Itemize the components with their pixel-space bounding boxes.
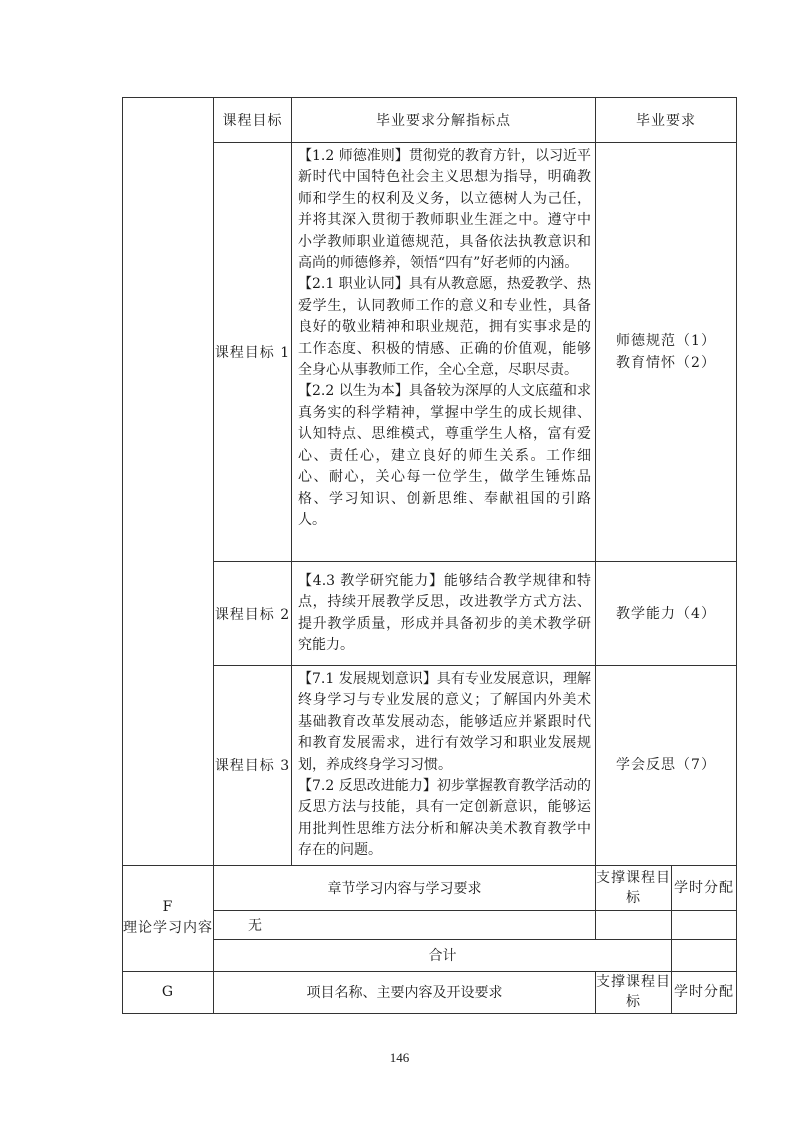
indicator-text: 【2.2 以生为本】具备较为深厚的人文底蕴和求真务实的科学精神，掌握中学生的成长规律、认知特点、思维模式，尊重学生人格，富有爱心、责任心，建立良好的师生关系。工作细心、耐心，关心每一位学生，做学生锤炼品格、学习知识、创新思维、奉献祖国的引路人。 <box>298 383 591 528</box>
section-g-support-header: 支撑课程目标 <box>596 971 672 1013</box>
header-indicator: 毕业要求分解指标点 <box>292 98 596 143</box>
requirement-cell-2 <box>596 562 737 666</box>
blank-left-cell <box>123 98 214 866</box>
section-f-content-header: 章节学习内容与学习要求 <box>214 865 596 910</box>
section-f-content-row <box>123 910 737 939</box>
section-g-content-header: 项目名称、主要内容及开设要求 <box>214 971 596 1013</box>
indicator-text: 【4.3 教学研究能力】能够结合教学规律和特点，持续开展教学反思，改进教学方式方法、提升教学质量，形成并具备初步的美术教学研究能力。 <box>298 572 591 653</box>
indicator-cell-1 <box>292 143 596 562</box>
page-number: 146 <box>389 1050 410 1065</box>
requirement-text: 教育情怀（2） <box>616 355 716 371</box>
section-f-name: 理论学习内容 <box>123 920 213 937</box>
table-row <box>123 562 737 666</box>
section-f-hours-header: 学时分配 <box>672 865 737 910</box>
section-f-hours-value <box>672 910 737 939</box>
goal-label-2: 课程目标 2 <box>214 562 292 666</box>
requirement-text: 学会反思（7） <box>616 757 716 774</box>
indicator-cell-3 <box>292 666 596 866</box>
table-header-row <box>123 98 737 143</box>
indicator-text: 【2.1 职业认同】具有从教意愿，热爱教学、热爱学生，认同教师工作的意义和专业性，具备良好的敬业精神和职业规范，拥有实事求是的工作态度、积极的情感、正确的价值观，能够全身心从事教师工作，全心全意，尽职尽责。 <box>298 276 591 379</box>
section-f-total-row <box>123 939 737 971</box>
indicator-cell-2 <box>292 562 596 666</box>
indicator-text: 【7.1 发展规划意识】具有专业发展意识，理解终身学习与专业发展的意义；了解国内外美术基础教育改革发展动态，能够适应并紧跟时代和教育发展需求，进行有效学习和职业发展规划，养成终身学习习惯。 <box>298 671 591 773</box>
header-goal: 课程目标 <box>214 98 292 143</box>
section-f-header-row <box>123 865 737 910</box>
section-f-support-header: 支撑课程目标 <box>596 865 672 910</box>
header-requirement: 毕业要求 <box>596 98 737 143</box>
section-f-total-label: 合计 <box>214 939 672 971</box>
section-f-support-value <box>596 910 672 939</box>
goal-label-1: 课程目标 1 <box>214 143 292 562</box>
course-objectives-table <box>122 97 737 1014</box>
requirement-cell-3 <box>596 666 737 866</box>
requirement-cell-1 <box>596 143 737 562</box>
section-f-content-value: 无 <box>214 910 596 939</box>
section-f-label <box>123 865 214 971</box>
section-g-letter: G <box>123 971 214 1013</box>
section-g-hours-header: 学时分配 <box>672 971 737 1013</box>
table-row <box>123 143 737 562</box>
section-f-letter: F <box>162 899 174 916</box>
section-g-header-row <box>123 971 737 1013</box>
section-f-total-value <box>672 939 737 971</box>
goal-label-3: 课程目标 3 <box>214 666 292 866</box>
requirement-text: 师德规范（1） <box>616 333 716 349</box>
indicator-text: 【7.2 反思改进能力】初步掌握教育教学活动的反思方法与技能，具有一定创新意识，能够运用批判性思维方法分析和解决美术教育教学中存在的问题。 <box>298 778 591 859</box>
indicator-text: 【1.2 师德准则】贯彻党的教育方针，以习近平新时代中国特色社会主义思想为指导，明确教师和学生的权利及义务，以立德树人为己任，并将其深入贯彻于教师职业生涯之中。遵守中小学教师职业道德规范，具备依法执教意识和高尚的师德修养，领悟“四有”好老师的内涵。 <box>298 148 591 272</box>
table-row <box>123 666 737 866</box>
requirement-text: 教学能力（4） <box>616 605 716 622</box>
